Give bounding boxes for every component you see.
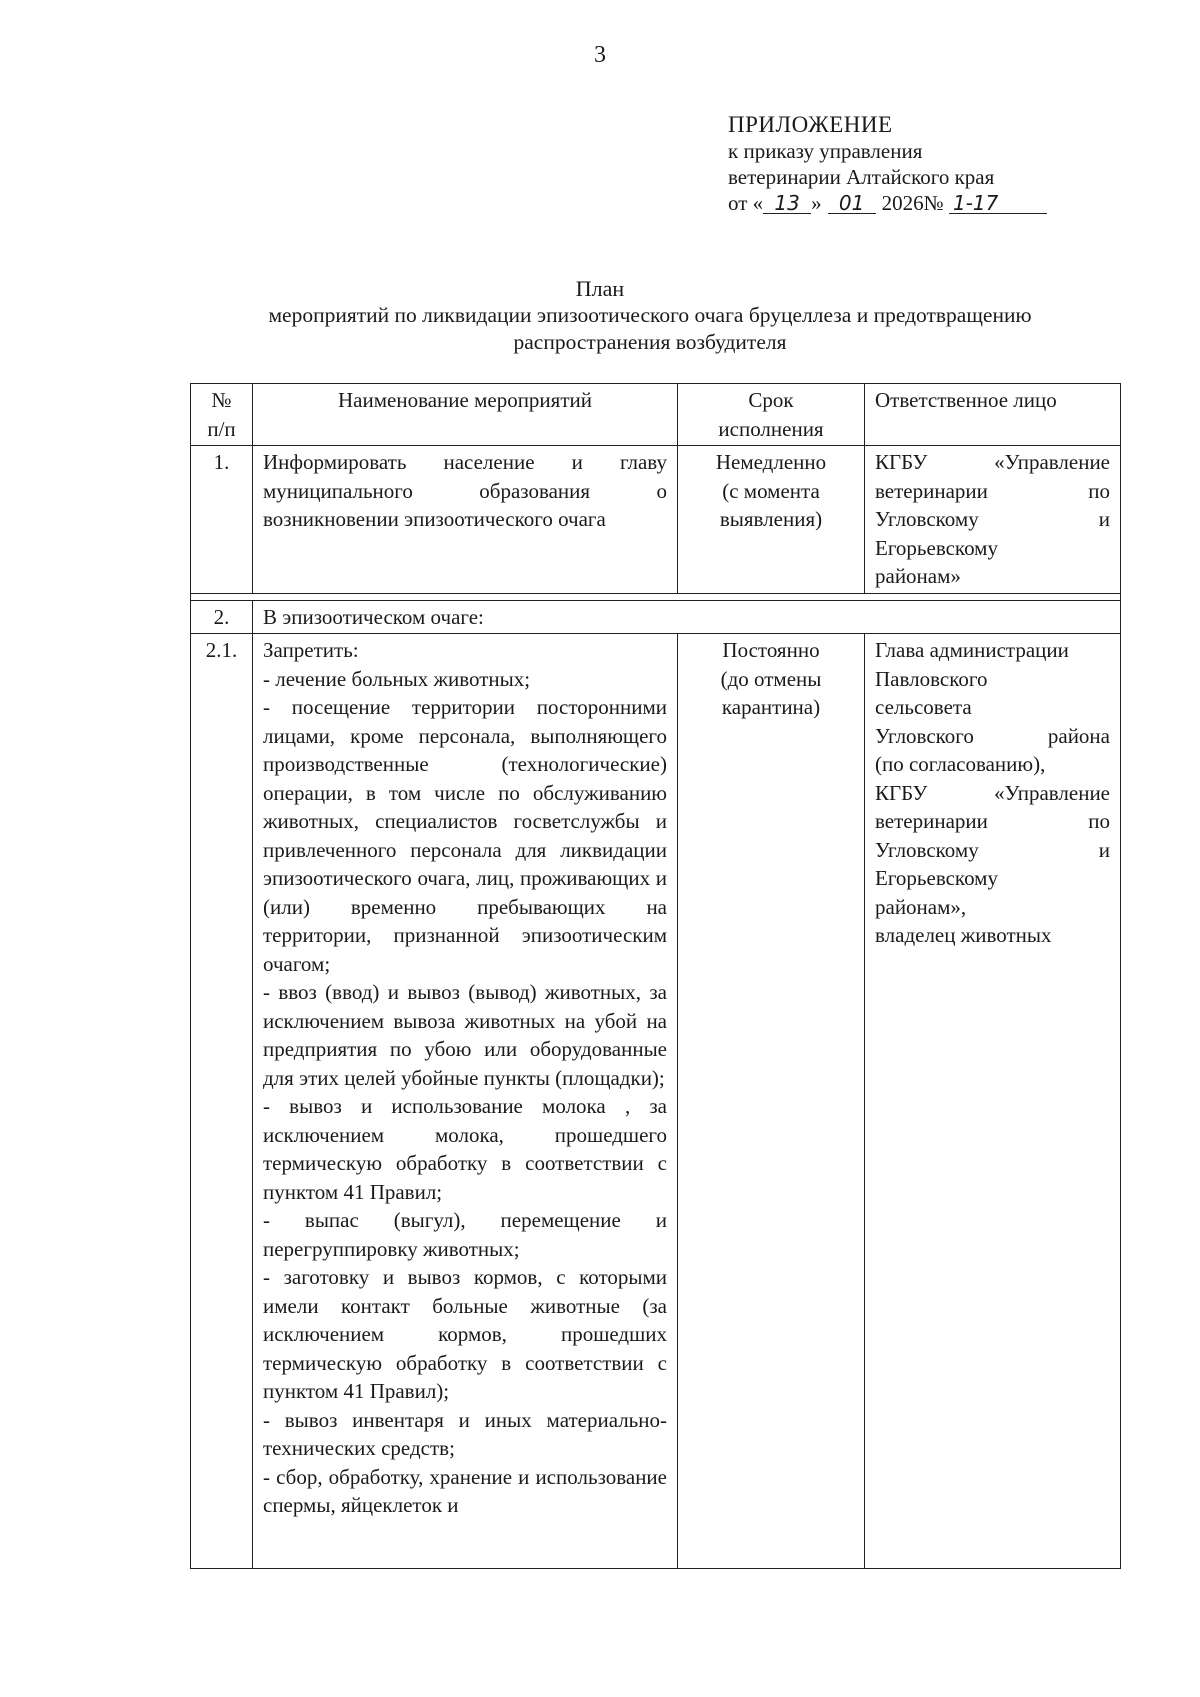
- header-term: [678, 384, 865, 446]
- name-item: - выпас (выгул), перемещение и перегруппировку животных;: [263, 1208, 667, 1261]
- term-line: (с момента: [722, 478, 820, 503]
- table-row: [191, 600, 1121, 634]
- header-num: [191, 384, 253, 446]
- term-line: карантина): [721, 695, 821, 719]
- row-term: [678, 634, 865, 1569]
- row-responsible: [865, 634, 1121, 1569]
- responsible-line: ветеринарии по: [875, 478, 1110, 503]
- term-line: Постоянно: [722, 638, 820, 662]
- header-term-line: исполнения: [718, 416, 824, 441]
- appendix-line-2: ветеринарии Алтайского края: [728, 165, 995, 189]
- responsible-line: Угловскому и: [875, 837, 1110, 862]
- responsible-line: КГБУ «Управление: [875, 780, 1110, 805]
- name-item: - вывоз инвентаря и иных материально-технических средств;: [263, 1407, 667, 1460]
- page-number: 3: [594, 42, 606, 68]
- date-year-no: 2026№: [881, 191, 944, 215]
- row-separator-cell: [191, 593, 1121, 600]
- responsible-line: Угловскому и: [875, 507, 1110, 531]
- plan-subtitle: мероприятий по ликвидации эпизоотического очага бруцеллеза и предотвращению распространения возбудителя: [268, 303, 1032, 354]
- responsible-line: районам»,: [875, 894, 967, 919]
- name-item: - ввоз (ввод) и вывоз (вывод) животных, за исключением вывоза животных на убой на предприятия по убою или оборудованные для этих целей убойные пункты (площадки);: [263, 980, 667, 1090]
- responsible-line: Глава администрации: [875, 638, 1069, 662]
- responsible-line: Угловского района: [875, 723, 1110, 748]
- name-item: - вывоз и использование молока , за исключением молока, прошедшего термическую обработку в соответствии с пунктом 41 Правил;: [263, 1094, 667, 1204]
- term-line: выявления): [719, 507, 823, 531]
- row-number: 2.: [191, 600, 253, 634]
- row-number: 1.: [191, 446, 253, 594]
- responsible-line: Егорьевскому: [875, 535, 998, 560]
- term-line: Немедленно: [715, 450, 827, 474]
- plan-title: План: [575, 276, 625, 301]
- date-prefix: от «: [728, 191, 764, 215]
- responsible-line: (по согласованию),: [875, 752, 1046, 776]
- header-num-line: №: [211, 388, 232, 412]
- name-item: - лечение больных животных;: [263, 666, 531, 691]
- responsible-line: районам»: [875, 564, 961, 588]
- name-item: - посещение территории посторонними лицами, кроме персонала, выполняющего производственные (технологические) операции, в том числе по обслуживанию животных, специалистов госветслужбы и привлеченного персонала для ликвидации эпизоотического очага, лиц, проживающих и (или) временно пребывающих на территории, признанной эпизоотическим очагом;: [263, 695, 667, 976]
- plan-table: [190, 383, 1121, 1569]
- row-name: [253, 634, 678, 1569]
- header-num-line: п/п: [207, 416, 236, 441]
- header-name: Наименование мероприятий: [253, 384, 678, 446]
- row-term: [678, 446, 865, 594]
- row-name: Информировать население и главу муниципального образования о возникновении эпизоотического очага: [253, 446, 678, 594]
- responsible-line: КГБУ «Управление: [875, 450, 1110, 474]
- table-row: [191, 446, 1121, 594]
- table-row: [191, 634, 1121, 1569]
- name-item: - сбор, обработку, хранение и использование спермы, яйцеклеток и: [263, 1464, 667, 1517]
- responsible-line: ветеринарии по: [875, 809, 1110, 833]
- term-line: (до отмены: [720, 666, 822, 691]
- header-responsible: Ответственное лицо: [865, 384, 1121, 446]
- appendix-title: ПРИЛОЖЕНИЕ: [728, 112, 893, 137]
- appendix-line-1: к приказу управления: [728, 139, 923, 163]
- date-day-suffix: »: [811, 191, 822, 215]
- appendix-block: [728, 112, 1047, 216]
- name-item: - заготовку и вывоз кормов, с которыми имели контакт больные животные (за исключением кормов, прошедших термическую обработку в соответствии с пунктом 41 Правил);: [263, 1265, 667, 1403]
- table-header-row: [191, 384, 1121, 446]
- date-day: 13: [763, 193, 811, 214]
- responsible-line: Павловского: [875, 666, 988, 691]
- responsible-line: Егорьевскому: [875, 866, 998, 890]
- responsible-line: сельсовета: [875, 695, 972, 719]
- header-term-line: Срок: [748, 388, 794, 412]
- row-responsible: [865, 446, 1121, 594]
- order-number: 1-17: [949, 193, 1047, 214]
- row-name: В эпизоотическом очаге:: [253, 600, 1121, 634]
- appendix-date-line: [728, 190, 1047, 216]
- row-separator: [191, 593, 1121, 600]
- responsible-line: владелец животных: [875, 923, 1052, 947]
- date-month: 01: [828, 193, 876, 214]
- name-item: Запретить:: [263, 638, 359, 662]
- row-number: 2.1.: [191, 634, 253, 1569]
